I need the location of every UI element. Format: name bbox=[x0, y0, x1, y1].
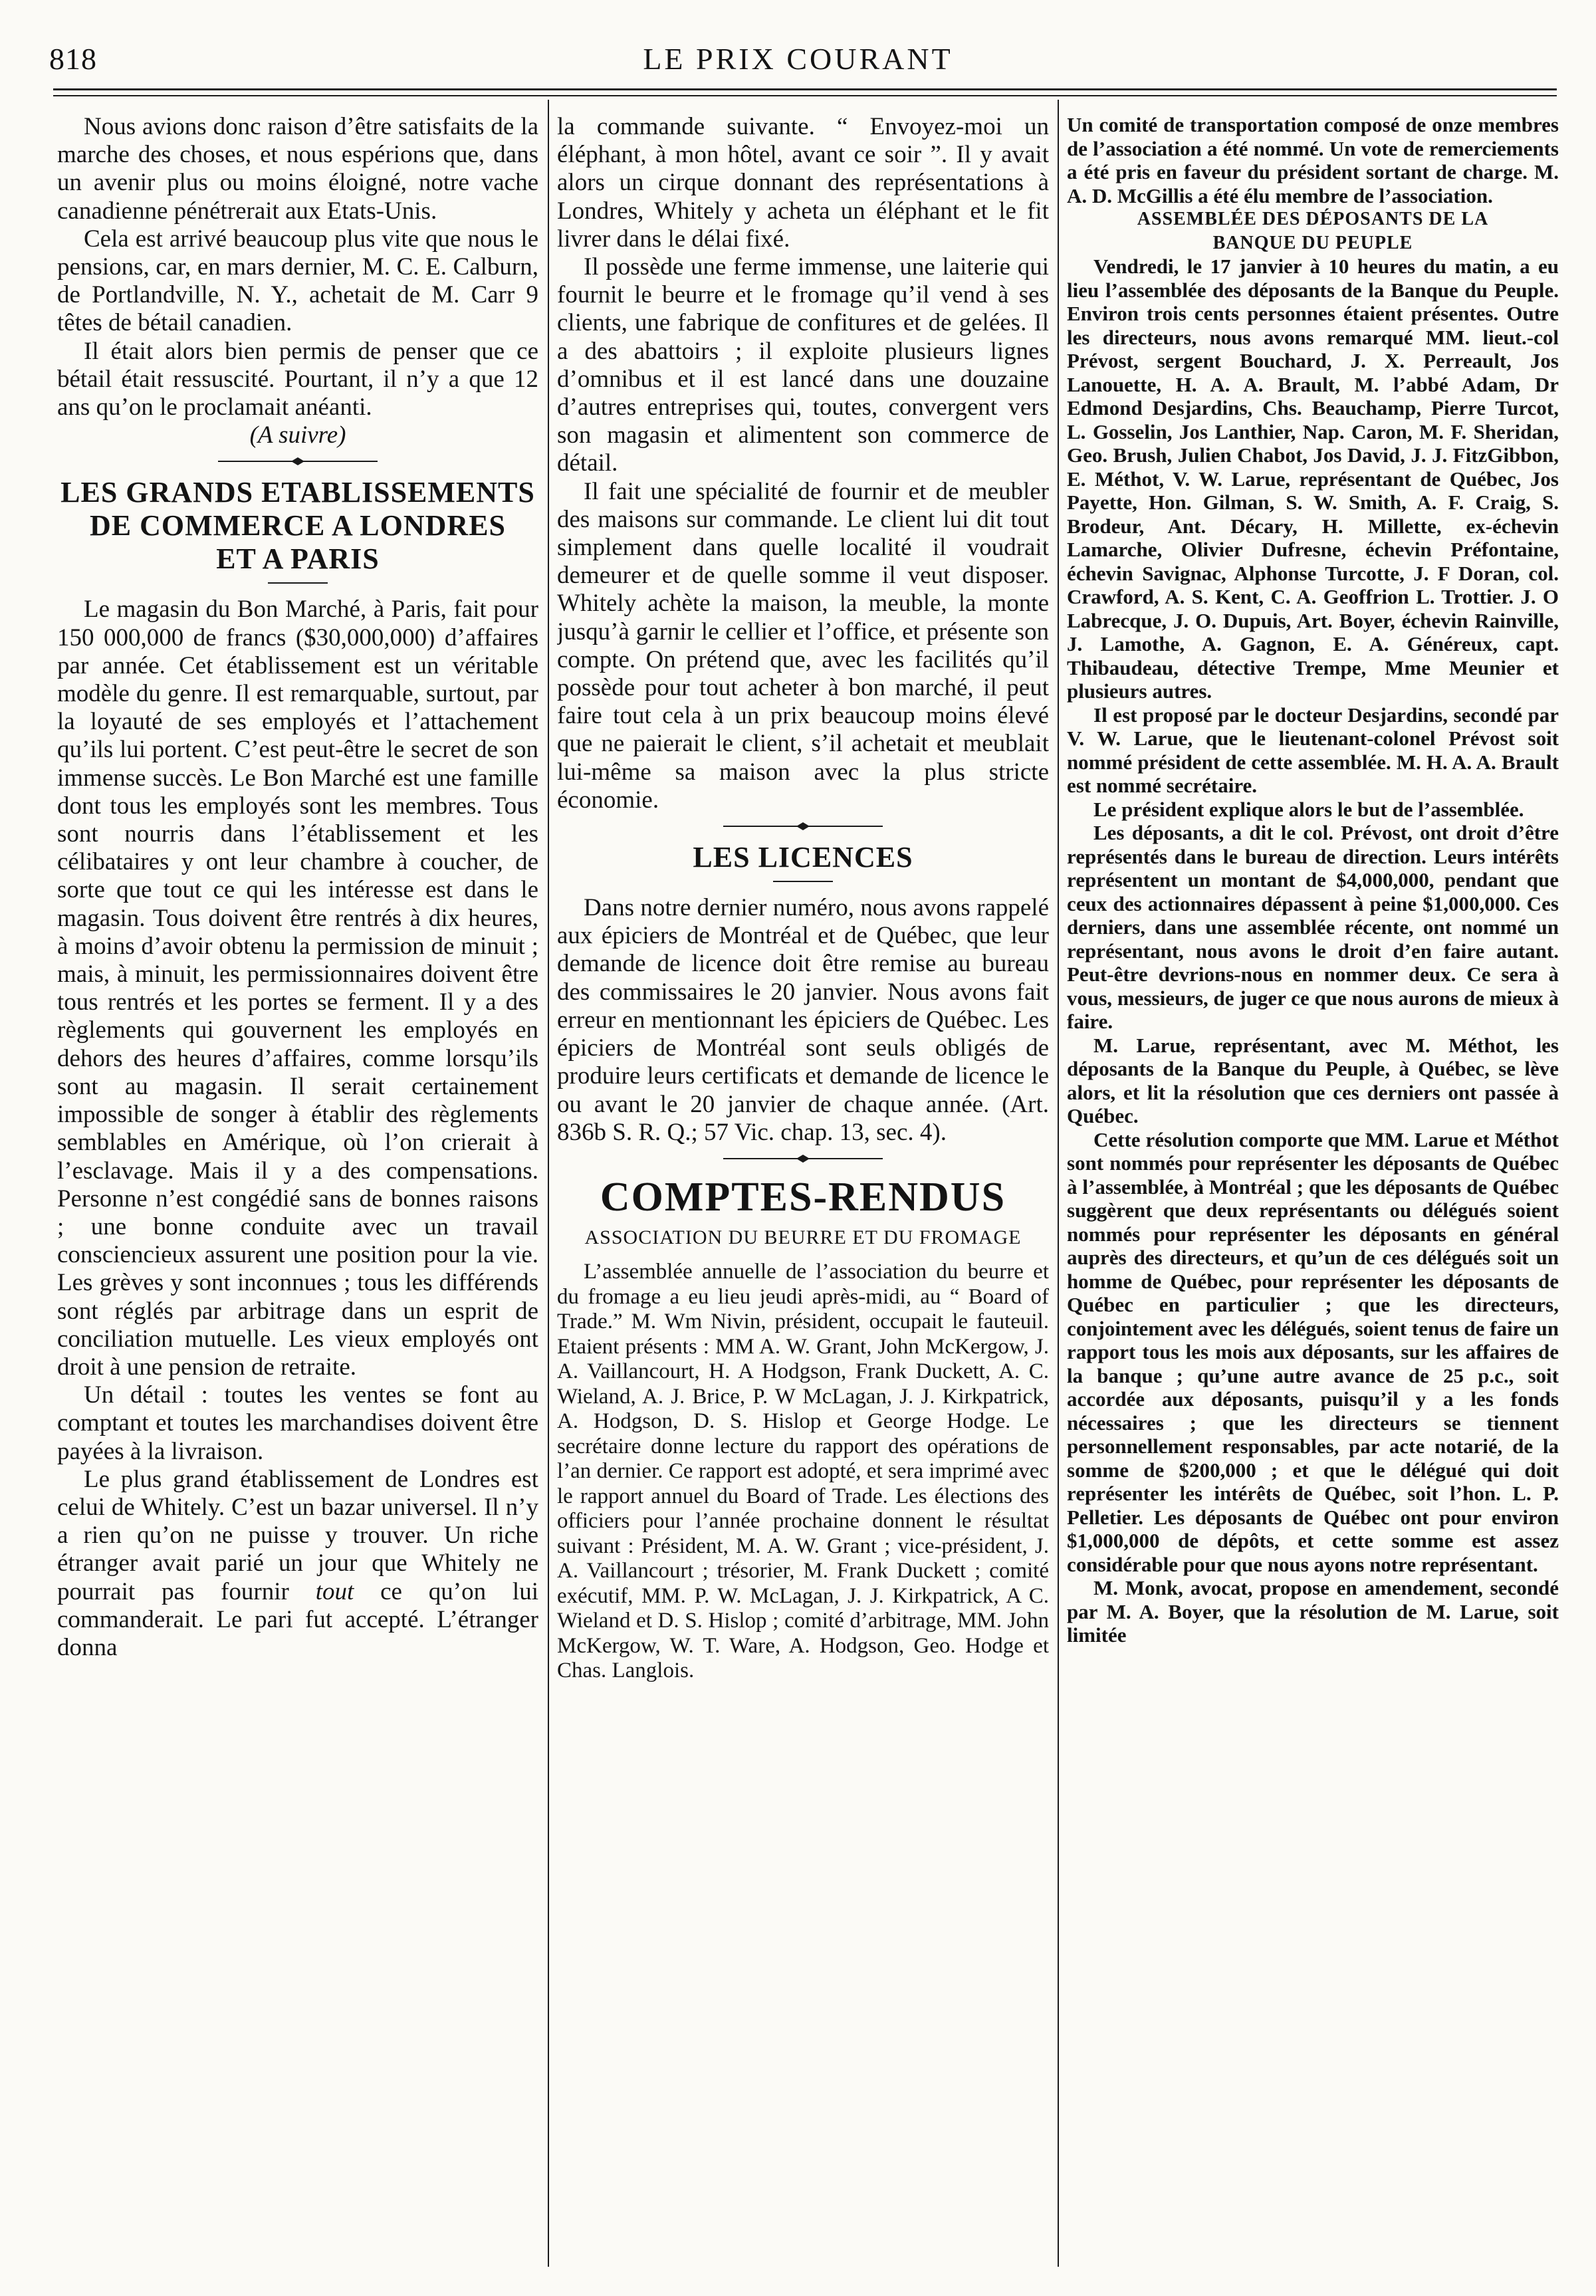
paragraph-text: ce qu’on lui commanderait. Le pari fut accepté. L’étranger donna bbox=[57, 1577, 538, 1661]
section-subheading: ASSOCIATION DU BEURRE ET DU FROMAGE bbox=[584, 1226, 1022, 1248]
subheading-line: ASSEMBLÉE DES DÉPOSANTS DE LA bbox=[1137, 209, 1489, 229]
column-divider bbox=[548, 100, 549, 2267]
licences-heading: LES LICENCES bbox=[693, 841, 913, 874]
paragraph: Un détail : toutes les ventes se font au comptant et toutes les marchandises doivent être payées à la livraison. bbox=[57, 1381, 538, 1465]
section-ornament bbox=[557, 1147, 1049, 1171]
running-title: LE PRIX COURANT bbox=[643, 42, 953, 76]
paragraph: M. Larue, représentant, avec M. Méthot, les déposants de la Banque du Peuple, à Québec, se lève alors, et lit la résolution que ces derniers ont passée à Québec. bbox=[1067, 1033, 1559, 1127]
section-ornament bbox=[57, 449, 538, 473]
left-column bbox=[57, 113, 538, 2273]
heading-rule bbox=[557, 881, 1049, 882]
page-number: 818 bbox=[49, 42, 97, 76]
header-rule-thin bbox=[53, 95, 1557, 96]
paragraph: Il possède une ferme immense, une laiterie qui fournit le beurre et le fromage qu’il vend à ses clients, une fabrique de confitures et de gelées. Il a des abattoirs ; il exploite plusieurs lignes d’omnibus et il est lancé dans une douzaine d’autres entreprises qui, toutes, convergent vers son magasin et alimentent son commerce de détail. bbox=[557, 253, 1049, 477]
paragraph-text: Le plus grand établissement de Londres est celui de Whitely. C’est un bazar universel. Il n’y a rien qu’on ne puisse y trouver. Un riche étranger avait parié un jour que Whitely ne pourrait pas fournir bbox=[57, 1465, 538, 1605]
paragraph: L’assemblée annuelle de l’association du beurre et du fromage a eu lieu jeudi après-midi, au “ Board of Trade.” M. Wm Nivin, président, occupait le fauteuil. Etaient présents : MM A. W. Grant, John McKergow, J. A. Vaillancourt, H. A Hodgson, Frank Duckett, A. C. Wieland, A. J. Brice, P. W McLagan, J. J. Kirkpatrick, A. Hodgson, D. S. Hislop et George Hodge. Le secrétaire donne lecture du rapport des opérations de l’an dernier. Ce rapport est adopté, et sera imprimé avec le rapport annuel du Board of Trade. Les élections des officiers pour l’année prochaine donnent le résultat suivant : Président, M. A. W. Grant ; vice-président, J. A. Vaillancourt ; trésorier, M. Frank Duckett ; comité exécutif, MM. P. W. McLagan, J. J. Kirkpatrick, A C. Wieland et D. S. Hislop ; comité d’arbitrage, MM. John McKergow, W. T. Ware, A. Hodgson, Geo. Hodge et Chas. Langlois. bbox=[557, 1260, 1049, 1683]
heading-rule bbox=[57, 582, 538, 584]
paragraph: Cette résolution comporte que MM. Larue et Méthot sont nommés pour représenter les déposants de Québec à l’assemblée, à Montréal ; que les déposants de Québec suggèrent que deux représentants ou délégués soient nommés pour représenter les déposants en général auprès des directeurs, et qu’un de ces délégués soit un homme de Québec, pour représenter les déposants de Québec en particulier ; que les directeurs, conjointement avec les délégués, soient tenus de faire un rapport tous les mois aux déposants, sur les affaires de la banque ; qu’une autre avance de 25 p.c., soit accordée aux déposants, puisqu’il y a les fonds nécessaires ; que les directeurs se tiennent personnellement responsables, par acte notarié, de la somme de $200,000 ; et que le délégué qui doit représenter les intérêts de Québec, soit l’hon. L. P. Pelletier. Les déposants de Québec ont pour environ $1,000,000 de dépôts, et cette somme est assez considérable pour que nous ayons notre représentant. bbox=[1067, 1127, 1559, 1576]
paragraph: M. Monk, avocat, propose en amendement, secondé par M. A. Boyer, que la résolution de M. Larue, soit limitée bbox=[1067, 1576, 1559, 1647]
paragraph: Cela est arrivé beaucoup plus vite que nous le pensions, car, en mars dernier, M. C. E. Calburn, de Portlandville, N. Y., achetait de M. Carr 9 têtes de bétail canadien. bbox=[57, 225, 538, 337]
paragraph: Le magasin du Bon Marché, à Paris, fait pour 150 000,000 de francs ($30,000,000) d’affaires par année. Cet établissement est un véritable modèle du genre. Il est remarquable, surtout, par la loyauté de ses employés et l’attachement qu’ils lui portent. C’est peut-être le secret de son immense succès. Le Bon Marché est une famille dont tous les employés sont les membres. Tous sont nourris dans l’établissement et les célibataires y ont leur chambre à coucher, de sorte que tout ce qui les intéresse est dans le magasin. Tous doivent être rentrés à dix heures, à moins d’avoir obtenu la permission de minuit ; mais, à minuit, les permissionnaires doivent être tous rentrés et les portes se ferment. Il y a des règlements qui gouvernent les employés en dehors des heures d’affaires, comme lorsqu’ils sont au magasin. Il serait certainement impossible de songer à établir des règlements semblables en Amérique, où l’on crierait à l’esclavage. Mais il y a des compensations. Personne n’est congédié sans de bonnes raisons ; une bonne conduite avec un travail consciencieux assurent une position pour la vie. Les grèves y sont inconnues ; tous les différends sont réglés par arbitrage dans un esprit de conciliation mutuelle. Les vieux employés ont droit à une pension de retraite. bbox=[57, 596, 538, 1381]
paragraph: Il fait une spécialité de fournir et de meubler des maisons sur commande. Le client lui dit tout simplement dans quelle localité il voudrait demeurer et de quelle somme il veut disposer. Whitely achète la maison, la meuble, la monte jusqu’à garnir le cellier et l’office, et présente son compte. On prétend que, avec les facilités qu’il possède pour tout acheter à bon marché, il peut faire tout cela à un prix beaucoup moins élevé que ne paierait le client, s’il achetait et meublait lui-même sa maison avec la plus stricte économie. bbox=[557, 477, 1049, 814]
heading-line: LES GRANDS ETABLISSEMENTS bbox=[60, 476, 535, 509]
to-be-continued: (A suivre) bbox=[249, 421, 346, 449]
paragraph bbox=[57, 1466, 538, 1662]
article-heading bbox=[57, 476, 538, 576]
section-ornament bbox=[557, 814, 1049, 838]
paragraph: Nous avions donc raison d’être satisfaits de la marche des choses, et nous espérions que, dans un avenir plus ou moins éloigné, notre vache canadienne pénétrerait aux Etats-Unis. bbox=[57, 113, 538, 225]
paragraph: Vendredi, le 17 janvier à 10 heures du matin, a eu lieu l’assemblée des déposants de la Banque du Peuple. Environ trois cents personnes étaient présentes. Outre les directeurs, nous avons remarqué MM. lieut.-col Prévost, sergent Bouchard, J. X. Perreault, Jos Lanouette, H. A. A. Brault, M. l’abbé Adam, Dr Edmond Desjardins, Chs. Beauchamp, Pierre Turcot, L. Gosselin, Jos Lanthier, Nap. Caron, M. F. Sheridan, Geo. Brush, Julien Chabot, Jos David, J. J. FitzGibbon, E. Méthot, V. W. Larue, représentant de Québec, Jos Payette, Hon. Gilman, S. W. Smith, A. F. Craig, S. Brodeur, Ant. Décary, H. Millette, ex-échevin Lamarche, Olivier Dufresne, échevin Préfontaine, échevin Savignac, Alphonse Turcotte, J. F Doran, col. Crawford, A. S. Kent, C. A. Geoffrion L. Trottier. J. O Labrecque, J. O. Dupuis, Art. Boyer, échevin Rainville, J. Lamothe, A. Gagnon, E. A. Généreux, capt. Thibaudeau, détective Trempe, Mme Meunier et plusieurs autres. bbox=[1067, 255, 1559, 703]
italic-word: tout bbox=[315, 1577, 354, 1605]
paragraph: Il est proposé par le docteur Desjardins, secondé par V. W. Larue, que le lieutenant-colonel Prévost soit nommé président de cette assemblée. M. H. A. A. Brault est nommé secrétaire. bbox=[1067, 703, 1559, 797]
paragraph: Il était alors bien permis de penser que ce bétail était ressuscité. Pourtant, il n’y a que 12 ans qu’on le proclamait anéanti. bbox=[57, 337, 538, 421]
paragraph: la commande suivante. “ Envoyez-moi un éléphant, à mon hôtel, avant ce soir ”. Il y avait alors un cirque donnant des représentations à Londres, Whitely y acheta un éléphant et le fit livrer dans le délai fixé. bbox=[557, 113, 1049, 253]
heading-line: ET A PARIS bbox=[216, 542, 380, 576]
subheading-line: BANQUE DU PEUPLE bbox=[1212, 232, 1413, 253]
paragraph: Dans notre dernier numéro, nous avons rappelé aux épiciers de Montréal et de Québec, que leur demande de licence doit être remise au bureau des commissaires le 20 janvier. Nous avons fait erreur en mentionnant les épiciers de Québec. Les épiciers de Montréal sont seuls obligés de produire leurs certificats et demande de licence le ou avant le 20 janvier de chaque année. (Art. 836b S. R. Q.; 57 Vic. chap. 13, sec. 4). bbox=[557, 894, 1049, 1146]
paragraph: Les déposants, a dit le col. Prévost, ont droit d’être représentés dans le bureau de direction. Leurs intérêts représentent un montant de $4,000,000, pendant que ceux des actionnaires dépassent à peine $1,000,000. Ces derniers, dans une assemblée récente, ont nommé un représentant, nous avons le droit d’en faire autant. Peut-être devrions-nous en nommer deux. Ce sera à vous, messieurs, de juger ce que nous aurons de mieux à faire. bbox=[1067, 821, 1559, 1033]
right-column bbox=[1067, 113, 1559, 2273]
comptes-rendus-heading: COMPTES-RENDUS bbox=[600, 1174, 1006, 1220]
column-divider bbox=[1058, 100, 1059, 2267]
paragraph: Le président explique alors le but de l’assemblée. bbox=[1093, 797, 1524, 821]
section-subheading bbox=[1067, 207, 1559, 255]
paragraph: Un comité de transportation composé de onze membres de l’association a été nommé. Un vote de remerciements a été pris en faveur du président sortant de charge. M. A. D. McGillis a été élu membre de l’association. bbox=[1067, 113, 1559, 207]
header-rule bbox=[53, 88, 1557, 90]
middle-column bbox=[557, 113, 1049, 2273]
page-header bbox=[0, 41, 1596, 81]
heading-line: DE COMMERCE A LONDRES bbox=[89, 509, 507, 542]
